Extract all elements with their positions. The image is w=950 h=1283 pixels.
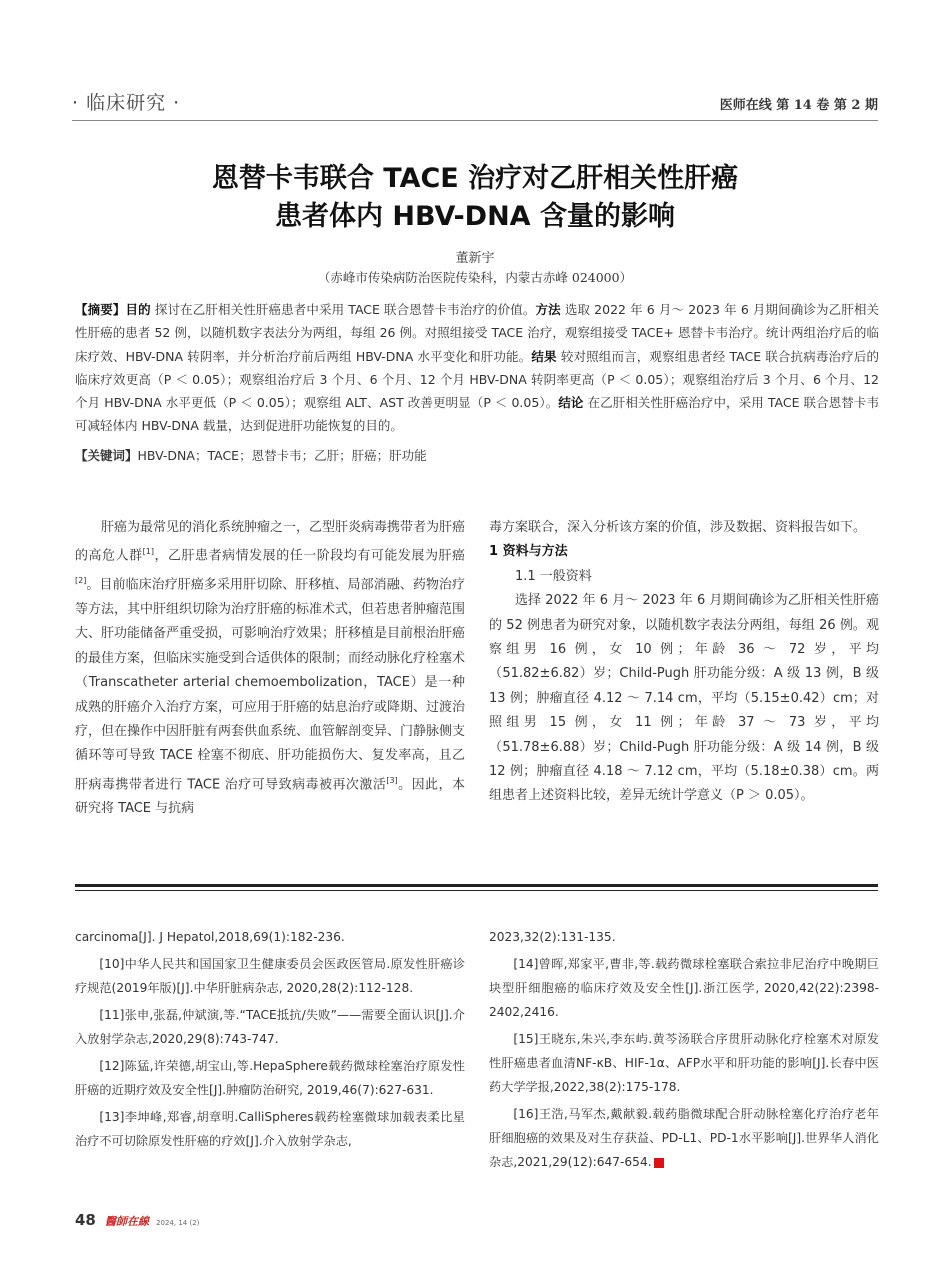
methods-text: 选取 2022 年 6 月～ 2023 年 6 月期间确诊为乙肝相关性肝癌的患者 52 例，以随机数字表法分为两组，每组 26 例。对照组接受 TACE 治疗，观察组接受 TACE+ 恩替卡韦治疗。统计两组治疗后的临床疗效、HBV-DNA 转阴率，并分析治疗前后两组 HBV-DNA 水平变化和肝功能。 <box>75 302 879 364</box>
intro-paragraph <box>75 516 465 822</box>
keywords-text: HBV-DNA；TACE；恩替卡韦；乙肝；肝癌；肝功能 <box>137 448 427 463</box>
page-footer <box>75 1210 199 1229</box>
subsection-heading: 1.1 一般资料 <box>515 568 592 584</box>
page-number: 48 <box>75 1211 96 1229</box>
reference-item: [10]中华人民共和国国家卫生健康委员会医政医管局.原发性肝癌诊疗规范(2019年版)[J].中华肝脏病杂志, 2020,28(2):112-128. <box>75 957 465 995</box>
keywords-label: 【关键词】 <box>75 448 138 463</box>
reference-item: [15]王晓东,朱兴,李东屿.黄芩汤联合序贯肝动脉化疗栓塞术对原发性肝癌患者血清NF-κB、HIF-1α、AFP水平和肝功能的影响[J].长春中医药大学学报,2022,38(2):175-178. <box>489 1032 879 1094</box>
section-label: · 临床研究 · <box>72 92 181 114</box>
reference-item: [12]陈猛,许荣德,胡宝山,等.HepaSphere载药微球栓塞治疗原发性肝癌的近期疗效及安全性[J].肿瘤防治研究, 2019,46(7):627-631. <box>75 1059 465 1097</box>
journal-logo: 醫師在線 <box>104 1215 149 1228</box>
intro-text-a: 肝癌为最常见的消化系统肿瘤之一，乙型肝炎病毒携带者为肝癌的高危人群 <box>75 520 466 564</box>
references-divider-thin <box>75 890 878 891</box>
footer-issue: 2024, 14 (2) <box>156 1219 200 1227</box>
title-line-1: 恩替卡韦联合 TACE 治疗对乙肝相关性肝癌 <box>211 163 739 194</box>
reference-item: [14]曾晖,郑家平,曹非,等.载药微球栓塞联合索拉非尼治疗中晚期巨块型肝细胞癌的临床疗效及安全性[J].浙江医学, 2020,42(22):2398-2402,2416. <box>489 957 879 1019</box>
results-label: 结果 <box>531 348 557 364</box>
keywords <box>75 445 879 467</box>
references-left <box>75 925 465 1156</box>
intro-text-b: ，乙肝患者病情发展的任一阶段均有可能发展为肝癌 <box>153 548 465 564</box>
intro-continued: 毒方案联合，深入分析该方案的价值，涉及数据、资料报告如下。 <box>489 520 867 535</box>
objective-text: 探讨在乙肝相关性肝癌患者中采用 TACE 联合恩替卡韦治疗的价值。 <box>154 302 536 317</box>
methods-label: 方法 <box>535 302 561 317</box>
reference-item: [11]张申,张磊,仲斌演,等.“TACE抵抗/失败”——需要全面认识[J].介入放射学杂志,2020,29(8):743-747. <box>75 1008 465 1046</box>
results-text: 较对照组而言，观察组患者经 TACE 联合抗病毒治疗后的临床疗效更高（P ＜ 0.05）；观察组治疗后 3 个月、6 个月、12 个月 HBV-DNA 转阴率更高（P ＜ 0.05）；观察组治疗后 3 个月、6 个月、12 个月 HBV-DNA 水平更低（P ＜ 0.05）；观察组 ALT、AST 改善更明显（P ＜ 0.05）。 <box>75 348 879 411</box>
reference-text: [16]王浩,马军杰,戴献毅.载药脂微球配合肝动脉栓塞化疗治疗老年肝细胞癌的效果及对生存获益、PD-L1、PD-1水平影响[J].世界华人消化杂志,2021,29(12):647-654. <box>489 1107 879 1169</box>
citation-1[interactable]: [1] <box>142 547 154 557</box>
intro-text-c: 。目前临床治疗肝癌多采用肝切除、肝移植、局部消融、药物治疗等方法，其中肝组织切除为治疗肝癌的标准术式，但若患者肿瘤范围大、肝功能储备严重受损，可影响治疗效果；肝移植是目前根治肝癌的最佳方案，但临床实施受到合适供体的限制；而经动脉化疗栓塞术（Transcatheter arterial chemoembolization，TACE）是一种成熟的肝癌介入治疗方案，可应用于肝癌的姑息治疗或降期、过渡治疗，但在操作中因肝脏有两套供血系统、血管解剖变异、门静脉侧支循环等可导致 TACE 栓塞不彻底、肝功能损伤大、复发率高，且乙肝病毒携带者进行 TACE 治疗可导致病毒被再次激活 <box>75 577 466 793</box>
citation-3[interactable]: [3] <box>386 775 398 785</box>
reference-item: 2023,32(2):131-135. <box>489 930 616 944</box>
section-heading: 1 资料与方法 <box>489 544 568 560</box>
conclusion-text: 在乙肝相关性肝癌治疗中，采用 TACE 联合恩替卡韦可减轻体内 HBV-DNA 载量，达到促进肝功能恢复的目的。 <box>75 395 879 434</box>
references-right <box>489 925 879 1177</box>
conclusion-label: 结论 <box>558 395 584 411</box>
header-divider <box>72 120 878 121</box>
objective-label: 目的 <box>125 302 151 317</box>
reference-item: [13]李坤峰,郑睿,胡章明.CalliSpheres载药栓塞微球加载表柔比星治疗不可切除原发性肝癌的疗效[J].介入放射学杂志, <box>75 1110 465 1148</box>
reference-item <box>489 1102 879 1174</box>
end-of-article-icon <box>654 1158 664 1168</box>
body-column-left <box>75 516 465 822</box>
methods-paragraph: 选择 2022 年 6 月～ 2023 年 6 月期间确诊为乙肝相关性肝癌的 52 例患者为研究对象，以随机数字表法分两组，每组 26 例。观察组男 16 例，女 10 例；年龄 36 ～ 72 岁，平均（51.82±6.82）岁；Child-Pugh 肝功能分级：A 级 13 例，B 级 13 例；肿瘤直径 4.12 ～ 7.14 cm，平均（5.15±0.42）cm；对照组男 15 例，女 11 例；年龄 37 ～ 73 岁，平均（51.78±6.88）岁；Child-Pugh 肝功能分级：A 级 14 例，B 级 12 例；肿瘤直径 4.18 ～ 7.12 cm，平均（5.18±0.38）cm。两组患者上述资料比较，差异无统计学意义（P ＞ 0.05）。 <box>489 593 879 804</box>
article-title <box>0 160 950 236</box>
abstract <box>75 298 879 438</box>
citation-2[interactable]: [2] <box>75 576 87 586</box>
journal-issue: 医师在线 第 14 卷 第 2 期 <box>719 98 878 113</box>
body-column-right <box>489 516 879 809</box>
references-divider-thick <box>75 884 878 887</box>
title-line-2: 患者体内 HBV-DNA 含量的影响 <box>275 201 675 232</box>
author: 董新宇 <box>455 251 495 266</box>
reference-item: carcinoma[J]. J Hepatol,2018,69(1):182-236. <box>75 930 345 944</box>
affiliation: （赤峰市传染病防治医院传染科，内蒙古赤峰 024000） <box>317 270 633 285</box>
abstract-label: 【摘要】 <box>75 302 126 317</box>
intro-text-d: 。因此，本研究将 TACE 与抗病 <box>75 777 465 817</box>
